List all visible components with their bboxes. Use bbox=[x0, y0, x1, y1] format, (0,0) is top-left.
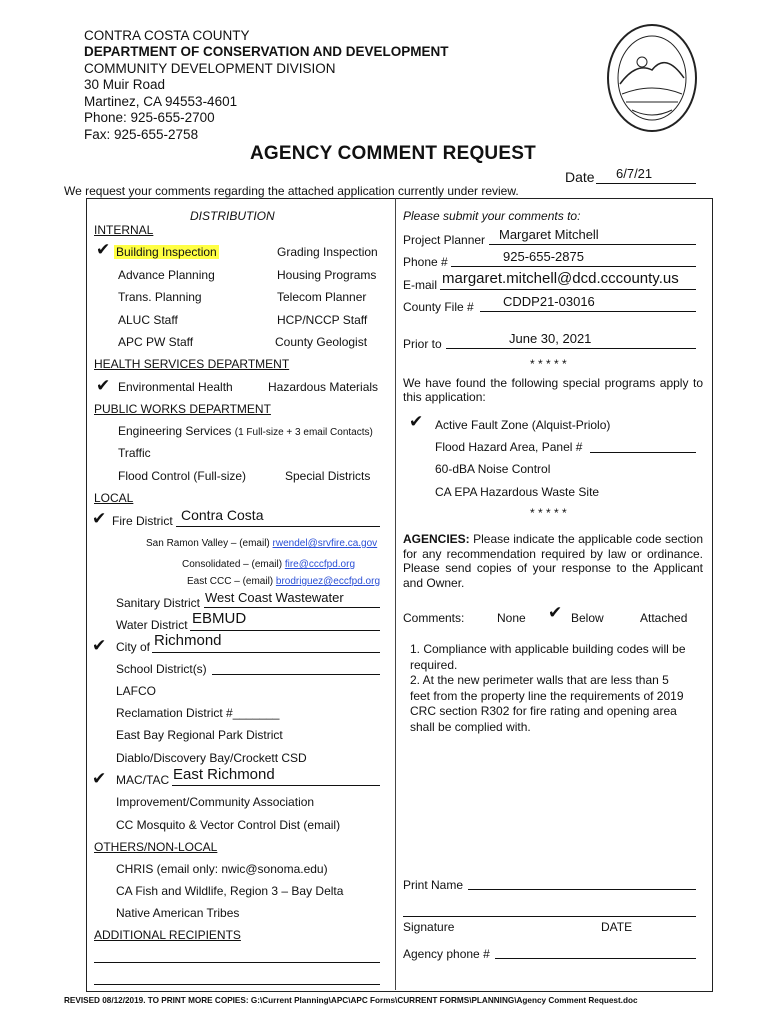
engineering-services-label: Engineering Services bbox=[118, 424, 232, 438]
phone-line bbox=[451, 266, 696, 267]
address-line-2: Martinez, CA 94553-4601 bbox=[84, 94, 238, 109]
internal-item-building-inspection[interactable] bbox=[114, 245, 219, 259]
city-check-icon[interactable]: ✔ bbox=[92, 636, 107, 655]
project-planner-label: Project Planner bbox=[403, 233, 486, 247]
mac-tac-line bbox=[172, 785, 380, 786]
water-district-line bbox=[190, 630, 380, 631]
city-value[interactable]: Richmond bbox=[154, 632, 222, 649]
internal-item-apc-pw-staff[interactable]: APC PW Staff bbox=[118, 335, 194, 349]
san-ramon-email-link[interactable]: rwendel@srvfire.ca.gov bbox=[272, 538, 378, 549]
header-phone: Phone: 925-655-2700 bbox=[84, 110, 215, 125]
additional-recipient-line-1[interactable] bbox=[94, 962, 380, 963]
county-name: CONTRA COSTA COUNTY bbox=[84, 28, 250, 43]
fire-district-value[interactable]: Contra Costa bbox=[181, 507, 264, 523]
additional-recipient-line-2[interactable] bbox=[94, 984, 380, 985]
comments-option-below[interactable]: Below bbox=[571, 611, 604, 625]
intro-text: We request your comments regarding the attached application currently under review. bbox=[64, 184, 519, 198]
comments-below-check-icon[interactable]: ✔ bbox=[548, 603, 563, 622]
others-item-fish-wildlife[interactable]: CA Fish and Wildlife, Region 3 – Bay Delta bbox=[116, 884, 344, 898]
phone-label: Phone # bbox=[403, 255, 448, 269]
header-fax: Fax: 925-655-2758 bbox=[84, 127, 199, 142]
building-inspection-check-icon[interactable]: ✔ bbox=[96, 240, 111, 259]
print-name-label: Print Name bbox=[403, 878, 464, 892]
stars-divider-2: * * * * * bbox=[530, 506, 567, 520]
agencies-label: AGENCIES: bbox=[403, 532, 470, 546]
san-ramon-contact bbox=[146, 538, 377, 549]
consolidated-contact bbox=[182, 559, 355, 570]
agency-phone-line[interactable] bbox=[495, 958, 696, 959]
mac-tac-label: MAC/TAC bbox=[116, 773, 170, 787]
internal-item-telecom-planner[interactable]: Telecom Planner bbox=[277, 290, 367, 304]
sign-date-label: DATE bbox=[601, 920, 633, 934]
print-name-line[interactable] bbox=[468, 889, 696, 890]
submit-heading: Please submit your comments to: bbox=[403, 209, 581, 223]
comments-label: Comments: bbox=[403, 611, 465, 625]
date-line bbox=[596, 183, 696, 184]
local-item-diablo-csd[interactable]: Diablo/Discovery Bay/Crockett CSD bbox=[116, 751, 307, 765]
county-file-line bbox=[480, 311, 696, 312]
consolidated-label: Consolidated – (email) bbox=[182, 559, 285, 570]
prior-to-label: Prior to bbox=[403, 337, 442, 351]
building-inspection-label: Building Inspection bbox=[116, 245, 217, 259]
others-item-native-tribes[interactable]: Native American Tribes bbox=[116, 906, 240, 920]
internal-item-trans-planning[interactable]: Trans. Planning bbox=[118, 290, 202, 304]
local-item-reclamation[interactable]: Reclamation District #_______ bbox=[116, 706, 280, 720]
project-planner-line bbox=[489, 244, 696, 245]
fault-zone-check-icon[interactable]: ✔ bbox=[409, 412, 424, 431]
agencies-text: Please indicate the applicable code section for any recommendation required by law or ordinance. Please send copies of your response to the Applicant and Owner. bbox=[403, 532, 703, 590]
date-label: Date bbox=[565, 169, 595, 185]
school-district-label: School District(s) bbox=[116, 662, 207, 676]
program-item-fault-zone[interactable]: Active Fault Zone (Alquist-Priolo) bbox=[435, 418, 611, 432]
internal-item-grading-inspection[interactable]: Grading Inspection bbox=[277, 245, 378, 259]
internal-heading: INTERNAL bbox=[94, 223, 154, 237]
internal-item-hcp-nccp-staff[interactable]: HCP/NCCP Staff bbox=[277, 313, 368, 327]
agencies-instructions bbox=[403, 532, 703, 590]
email-label: E-mail bbox=[403, 278, 438, 292]
sanitary-district-label: Sanitary District bbox=[116, 596, 201, 610]
email-value[interactable]: margaret.mitchell@dcd.cccounty.us bbox=[442, 270, 679, 287]
stars-divider-1: * * * * * bbox=[530, 357, 567, 371]
phone-value[interactable]: 925-655-2875 bbox=[503, 249, 584, 264]
distribution-heading: DISTRIBUTION bbox=[190, 209, 275, 223]
comment-text-1: 1. Compliance with applicable building codes will be required. bbox=[410, 642, 686, 672]
fire-district-label: Fire District bbox=[112, 514, 173, 528]
east-ccc-label: East CCC – (email) bbox=[187, 576, 276, 587]
sanitary-district-line bbox=[204, 607, 380, 608]
program-item-noise[interactable]: 60-dBA Noise Control bbox=[435, 462, 551, 476]
local-item-east-bay-park[interactable]: East Bay Regional Park District bbox=[116, 728, 283, 742]
mac-tac-value[interactable]: East Richmond bbox=[173, 766, 275, 783]
date-value[interactable]: 6/7/21 bbox=[616, 166, 653, 181]
signature-line[interactable] bbox=[403, 916, 696, 917]
prior-to-line bbox=[446, 348, 696, 349]
county-seal-icon bbox=[606, 22, 698, 134]
county-file-label: County File # bbox=[403, 300, 474, 314]
pw-item-special-districts[interactable]: Special Districts bbox=[285, 469, 371, 483]
agency-phone-label: Agency phone # bbox=[403, 947, 490, 961]
signature-label: Signature bbox=[403, 920, 455, 934]
san-ramon-label: San Ramon Valley – (email) bbox=[146, 538, 273, 549]
others-heading: OTHERS/NON-LOCAL bbox=[94, 840, 218, 854]
internal-item-county-geologist[interactable]: County Geologist bbox=[275, 335, 368, 349]
city-label: City of bbox=[116, 640, 151, 654]
east-ccc-contact bbox=[187, 576, 380, 587]
special-programs-intro: We have found the following special programs apply to this application: bbox=[403, 376, 703, 404]
consolidated-email-link[interactable]: fire@cccfpd.org bbox=[284, 559, 356, 570]
email-line bbox=[440, 289, 696, 290]
pw-item-engineering-services[interactable] bbox=[118, 424, 373, 438]
comments-option-none[interactable]: None bbox=[497, 611, 526, 625]
health-item-hazardous-materials[interactable]: Hazardous Materials bbox=[268, 380, 379, 394]
local-item-mosquito[interactable]: CC Mosquito & Vector Control Dist (email) bbox=[116, 818, 341, 832]
fire-district-line bbox=[176, 526, 380, 527]
program-item-epa[interactable]: CA EPA Hazardous Waste Site bbox=[435, 485, 600, 499]
engineering-services-note: (1 Full-size + 3 email Contacts) bbox=[234, 427, 373, 438]
fire-district-check-icon[interactable]: ✔ bbox=[92, 509, 107, 528]
internal-item-aluc-staff[interactable]: ALUC Staff bbox=[118, 313, 178, 327]
internal-item-advance-planning[interactable]: Advance Planning bbox=[118, 268, 215, 282]
department-name: DEPARTMENT OF CONSERVATION AND DEVELOPMENT bbox=[84, 44, 449, 59]
prior-to-value[interactable]: June 30, 2021 bbox=[509, 331, 592, 346]
health-heading: HEALTH SERVICES DEPARTMENT bbox=[94, 357, 290, 371]
local-heading: LOCAL bbox=[94, 491, 134, 505]
footer-revision: REVISED 08/12/2019. TO PRINT MORE COPIES: G:\Current Planning\APC\APC Forms\CURRENT FORMS\PLANNING\Agency Comment Request.doc bbox=[64, 996, 638, 1005]
address-line-1: 30 Muir Road bbox=[84, 77, 166, 92]
local-item-improvement[interactable]: Improvement/Community Association bbox=[116, 795, 315, 809]
east-ccc-email-link[interactable]: brodriguez@eccfpd.org bbox=[275, 576, 381, 587]
pw-item-flood-control[interactable]: Flood Control (Full-size) bbox=[118, 469, 247, 483]
health-item-environmental-health[interactable]: Environmental Health bbox=[118, 380, 233, 394]
comment-text-2: 2. At the new perimeter walls that are less than 5 feet from the property line the requirements of 2019 CRC section R302 for fire rating and opening area shall be complied with. bbox=[410, 673, 684, 734]
program-item-flood-hazard[interactable]: Flood Hazard Area, Panel # bbox=[435, 440, 583, 454]
project-planner-value[interactable]: Margaret Mitchell bbox=[499, 227, 599, 242]
public-works-heading: PUBLIC WORKS DEPARTMENT bbox=[94, 402, 271, 416]
sanitary-district-value[interactable]: West Coast Wastewater bbox=[205, 590, 344, 605]
county-file-value[interactable]: CDDP21-03016 bbox=[503, 294, 595, 309]
environmental-health-check-icon[interactable]: ✔ bbox=[96, 376, 111, 395]
flood-panel-line bbox=[590, 452, 696, 453]
additional-recipients-heading: ADDITIONAL RECIPIENTS bbox=[94, 928, 241, 942]
form-title: AGENCY COMMENT REQUEST bbox=[250, 143, 536, 164]
water-district-value[interactable]: EBMUD bbox=[192, 610, 247, 627]
school-district-line bbox=[212, 674, 380, 675]
pw-item-traffic[interactable]: Traffic bbox=[118, 446, 151, 460]
local-item-lafco[interactable]: LAFCO bbox=[116, 684, 157, 698]
comments-option-attached[interactable]: Attached bbox=[640, 611, 688, 625]
water-district-label: Water District bbox=[116, 618, 188, 632]
mac-tac-check-icon[interactable]: ✔ bbox=[92, 769, 107, 788]
column-divider bbox=[395, 198, 396, 990]
others-item-chris[interactable]: CHRIS (email only: nwic@sonoma.edu) bbox=[116, 862, 328, 876]
city-line bbox=[152, 652, 380, 653]
internal-item-housing-programs[interactable]: Housing Programs bbox=[277, 268, 377, 282]
division-name: COMMUNITY DEVELOPMENT DIVISION bbox=[84, 61, 336, 76]
